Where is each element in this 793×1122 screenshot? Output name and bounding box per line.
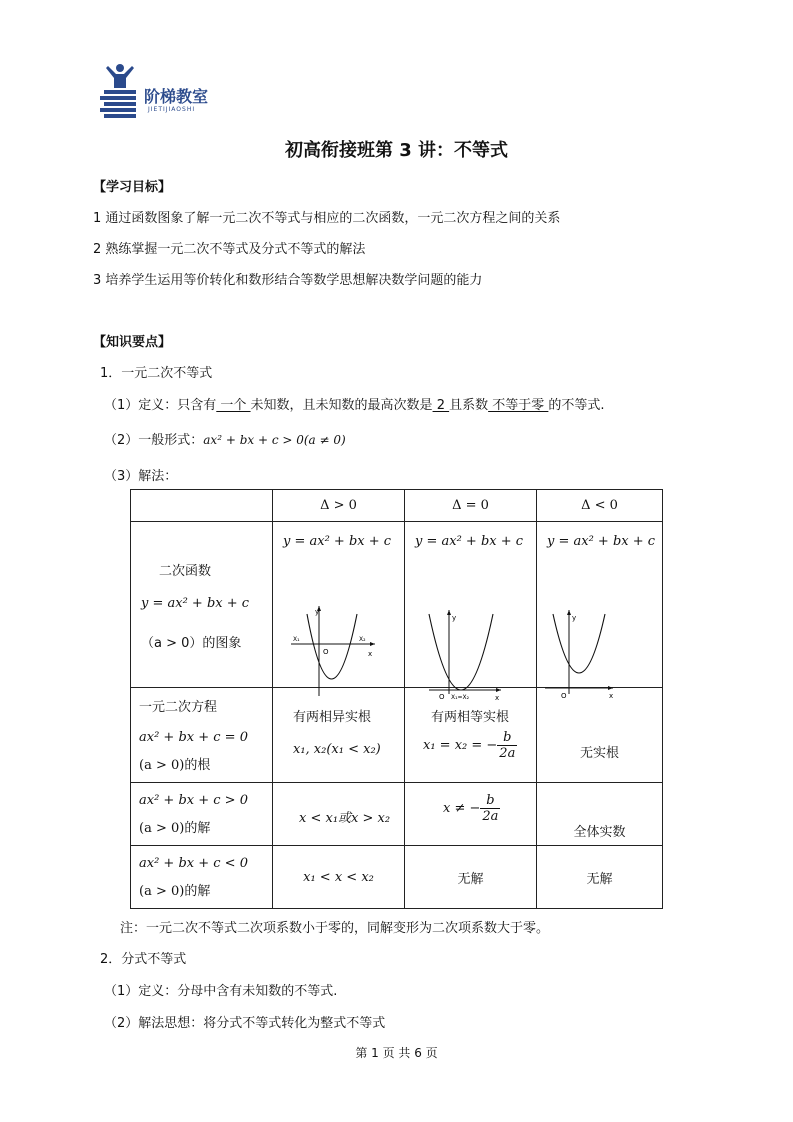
label-graph-of: （a > 0）的图象	[141, 636, 242, 651]
lt-no-solution-2: 无解	[586, 872, 613, 887]
label-lt-solution: (a > 0)的解	[139, 884, 211, 899]
lt-solution-two: x₁ < x < x₂	[303, 870, 374, 885]
label-quadratic-function: 二次函数	[159, 564, 212, 579]
goal-item-2: 2 熟练掌握一元二次不等式及分式不等式的解法	[93, 242, 366, 257]
logo	[100, 62, 240, 124]
goals-heading: 【学习目标】	[93, 180, 172, 195]
header-cell	[537, 490, 663, 522]
parabola-no-root	[537, 568, 662, 700]
frac-num-2: b	[480, 793, 500, 809]
func-formula-1: y = ax² + bx + c	[283, 534, 392, 549]
table-corner	[131, 490, 273, 522]
double-root-formula	[423, 730, 517, 761]
header-cell	[405, 490, 537, 522]
lt-cell-two	[273, 846, 405, 909]
func-formula-2: y = ax² + bx + c	[415, 534, 524, 549]
row-label-graph	[131, 522, 273, 688]
gt-solution-two: x < x₁或x > x₂	[299, 811, 391, 826]
label-equation: 一元二次方程	[139, 700, 218, 715]
label-gt-formula: ax² + bx + c > 0	[139, 793, 248, 808]
section1-heading: 1．一元二次不等式	[100, 366, 213, 381]
roots-cell-none	[537, 688, 663, 783]
gt-all-reals: 全体实数	[573, 825, 626, 840]
def-blank-3: 不等于零	[488, 398, 549, 413]
general-form-line	[104, 429, 346, 448]
roots-cell-two	[273, 688, 405, 783]
def-blank-1: 一个	[216, 398, 251, 413]
def-mid-2: 且系数	[449, 398, 489, 413]
lt-cell-double	[405, 846, 537, 909]
page-title: 初高衔接班第 3 讲：不等式	[284, 140, 509, 161]
def-blank-2: 2	[432, 398, 450, 413]
svg-text:O: O	[561, 692, 567, 700]
goal-item-3: 3 培养学生运用等价转化和数形结合等数学思想解决数学问题的能力	[93, 273, 483, 288]
row-label-lt	[131, 846, 273, 909]
logo-icon	[100, 62, 140, 120]
two-distinct-roots: 有两相异实根	[293, 710, 372, 725]
definition-line	[104, 394, 605, 413]
svg-text:O: O	[439, 693, 445, 701]
method-heading: （3）解法：	[104, 469, 178, 484]
page-footer: 第 1 页 共 6 页	[355, 1046, 438, 1060]
root-x2-label: X₂	[359, 636, 366, 643]
two-equal-roots: 有两相等实根	[431, 710, 510, 725]
header-cell	[273, 490, 405, 522]
axis-x-label: x	[368, 650, 373, 658]
def-end: 的不等式.	[548, 398, 605, 413]
roots-cell-double	[405, 688, 537, 783]
svg-text:x: x	[609, 692, 614, 700]
func-formula-3: y = ax² + bx + c	[547, 534, 656, 549]
no-real-roots: 无实根	[579, 746, 619, 761]
svg-text:x: x	[495, 694, 500, 702]
label-gt-solution: (a > 0)的解	[139, 821, 211, 836]
label-function-formula: y = ax² + bx + c	[141, 596, 250, 611]
label-roots-of: (a > 0)的根	[139, 758, 211, 773]
parabola-double-root	[405, 568, 536, 702]
lt-cell-none	[537, 846, 663, 909]
graph-cell-no-root	[537, 522, 663, 700]
gt-cell-none	[537, 783, 663, 846]
two-roots-formula: x₁, x₂(x₁ < x₂)	[293, 742, 381, 757]
axis-y-label: y	[315, 608, 320, 616]
double-root-lhs: x₁ = x₂ = −	[423, 738, 498, 753]
row-label-gt	[131, 783, 273, 846]
frac-neg-b-2a	[497, 730, 517, 761]
svg-text:y: y	[452, 614, 457, 622]
header-delta-pos: Δ > 0	[320, 498, 357, 513]
graph-cell-double-root	[405, 522, 537, 702]
knowledge-heading: 【知识要点】	[93, 335, 172, 350]
gt-double-lhs: x ≠ −	[443, 801, 481, 816]
logo-name: 阶梯教室	[144, 87, 209, 106]
label-lt-formula: ax² + bx + c < 0	[139, 856, 248, 871]
section2-heading: 2．分式不等式	[100, 952, 187, 967]
lt-no-solution-1: 无解	[457, 872, 484, 887]
label-equation-formula: ax² + bx + c = 0	[139, 730, 248, 745]
header-delta-zero: Δ = 0	[452, 498, 489, 513]
general-pre: （2）一般形式：	[104, 433, 204, 448]
goal-item-1: 1 通过函数图象了解一元二次不等式与相应的二次函数，一元二次方程之间的关系	[93, 211, 561, 226]
gt-cell-two	[273, 783, 405, 846]
frac-neg-b-2a-2	[480, 793, 500, 824]
origin-label: O	[323, 648, 329, 656]
general-formula: ax² + bx + c > 0(a ≠ 0)	[203, 433, 346, 447]
row-label-roots	[131, 688, 273, 783]
parabola-two-roots	[273, 568, 404, 688]
logo-sub: JIETIJIAOSHI	[148, 106, 196, 113]
frac-num: b	[497, 730, 517, 746]
root-x1-label: X₁	[293, 636, 300, 643]
frac-den: 2a	[499, 746, 516, 761]
def-pre: （1）定义：只含有	[104, 398, 217, 413]
frac-den-2: 2a	[482, 809, 499, 824]
svg-text:y: y	[572, 614, 577, 622]
section2-method: （2）解法思想：将分式不等式转化为整式不等式	[104, 1016, 386, 1031]
solution-table	[130, 489, 663, 909]
gt-solution-double	[443, 793, 500, 824]
gt-cell-double	[405, 783, 537, 846]
def-mid-1: 未知数，且未知数的最高次数是	[250, 398, 433, 413]
graph-cell-two-roots	[273, 522, 405, 688]
section2-definition: （1）定义：分母中含有未知数的不等式.	[104, 984, 338, 999]
header-delta-neg: Δ < 0	[581, 498, 618, 513]
root-equal-label: X₁=X₂	[451, 694, 470, 701]
table-note: 注：一元二次不等式二次项系数小于零的，同解变形为二次项系数大于零。	[120, 921, 550, 936]
